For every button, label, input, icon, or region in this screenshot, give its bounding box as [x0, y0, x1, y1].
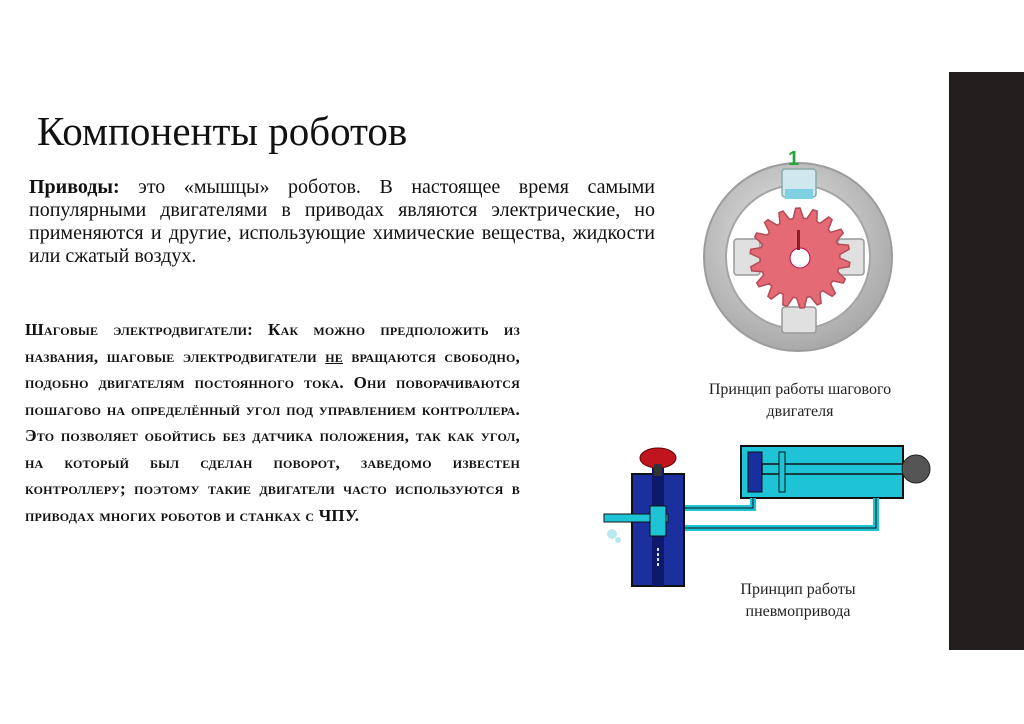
stepper-paragraph: [25, 317, 520, 529]
stepper-motor-illustration: [690, 145, 910, 365]
slide-title: Компоненты роботов: [37, 108, 408, 154]
pneumatic-actuator-illustration: [598, 440, 938, 590]
stepper-text-b: вращаются свободно, подобно двигателям постоянного тока. Они поворачиваются пошагово на определённый угол под управлением контроллера. Это позволяет обойтись без датчика положения, так как угол, на который был сделан поворот, заведомо известен контроллеру; поэтому такие двигатели часто используются в приводах многих роботов и станках с ЧПУ.: [25, 346, 520, 525]
actuators-text: это «мышцы» роботов. В настоящее время самыми популярными двигателями в приводах являются электрические, но применяются и другие, использующие химические вещества, жидкости или сжатый воздух.: [29, 176, 655, 267]
stepper-underlined-word: не: [325, 346, 343, 366]
pneumatic-caption-line2: пневмопривода: [745, 603, 851, 620]
actuators-lead: Приводы:: [29, 176, 120, 198]
step-number-label: 1: [788, 148, 800, 170]
rod-end-ball: [902, 455, 930, 483]
actuators-paragraph: [29, 176, 655, 268]
pneumatic-caption-line1: Принцип работы: [740, 581, 856, 598]
rotor-hub: [790, 248, 810, 268]
side-decoration-bar: [949, 72, 1024, 650]
pole-bottom: [782, 307, 816, 333]
stepper-caption: [685, 379, 915, 423]
stepper-caption-line1: Принцип работы шагового: [708, 381, 892, 398]
pneumatic-caption: [698, 579, 898, 623]
stepper-lead: Шаговые электродвигатели: [25, 320, 248, 339]
stepper-text-a: : Как можно предположить из названия, шаговые электродвигатели: [25, 320, 520, 366]
stepper-caption-line2: двигателя: [766, 403, 834, 420]
